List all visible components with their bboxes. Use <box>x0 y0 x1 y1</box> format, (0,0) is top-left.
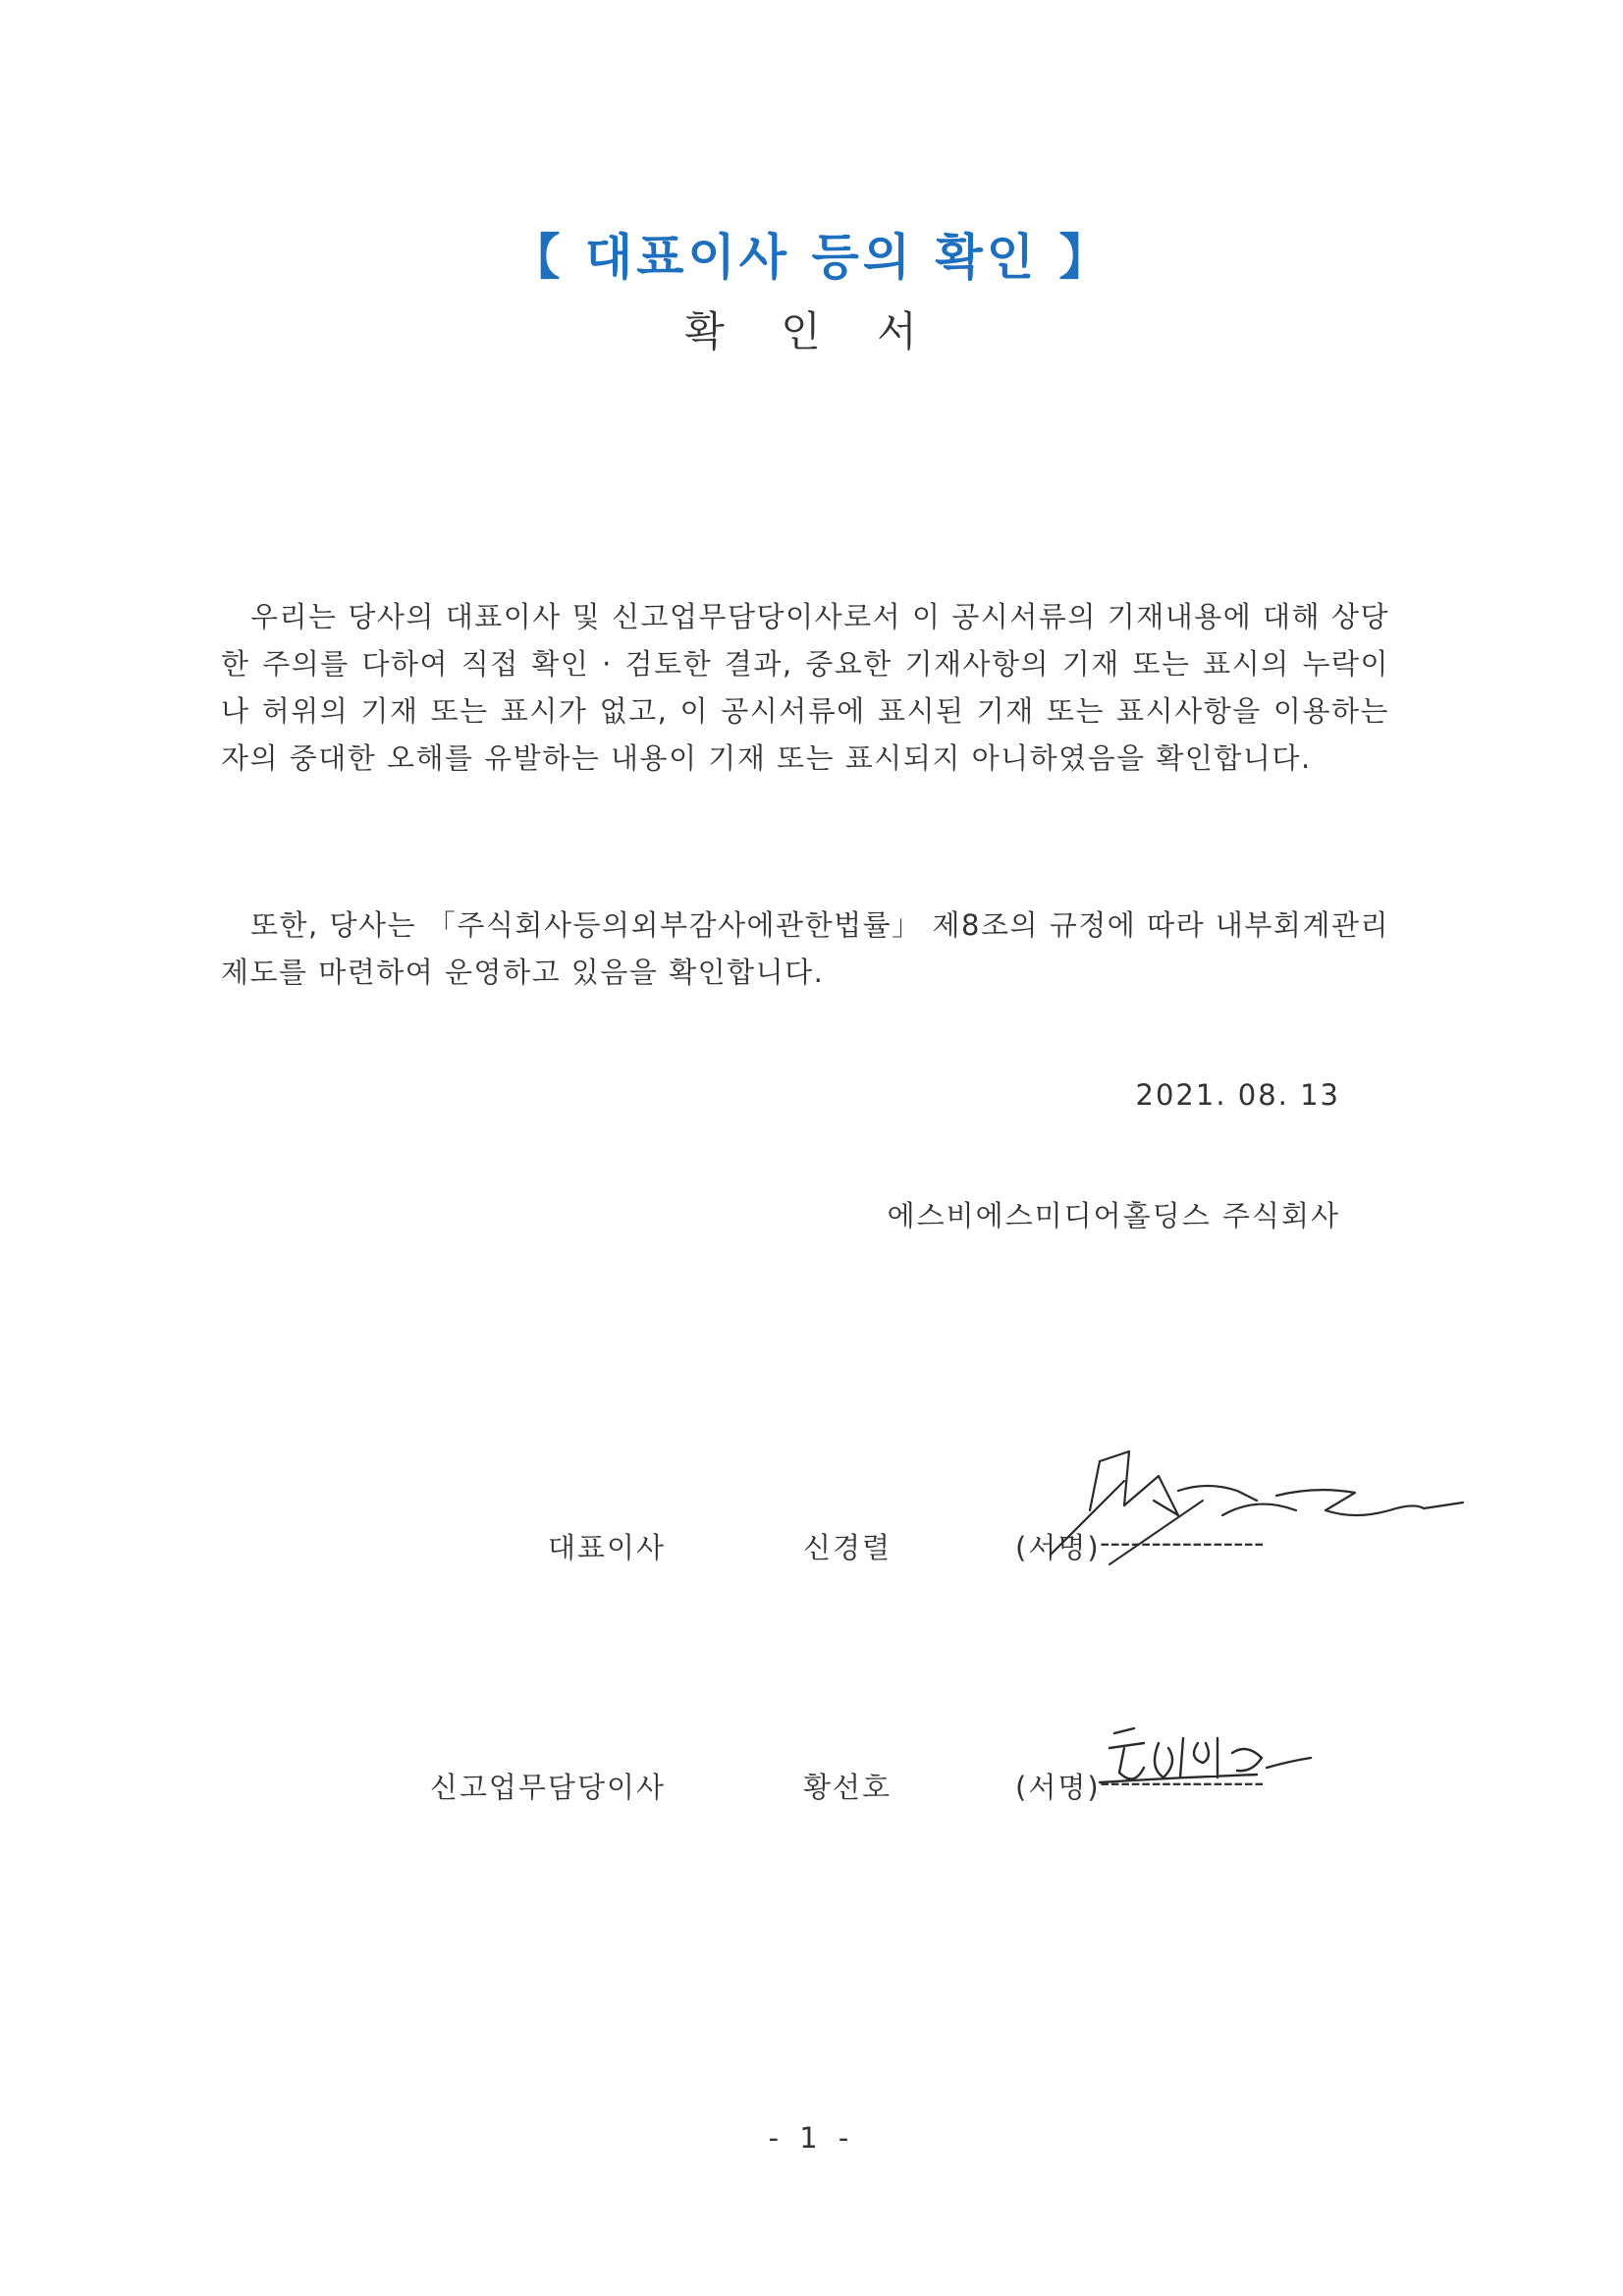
signatory-role: 대표이사 <box>547 1531 666 1564</box>
signature-label: (서명) <box>1015 1531 1101 1564</box>
signatory-role: 신고업무담당이사 <box>429 1771 666 1804</box>
confirmation-paragraph-2: 또한, 당사는 「주식회사등의외부감사에관한법률」 제8조의 규정에 따라 내부회계관리제도를 마련하여 운영하고 있음을 확인합니다. <box>221 908 1389 989</box>
handwritten-signature-ceo <box>1031 1442 1473 1569</box>
document-heading: 【 대표이사 등의 확인 】 <box>511 229 1112 286</box>
confirmation-paragraph-1: 우리는 당사의 대표이사 및 신고업무담당이사로서 이 공시서류의 기재내용에 대해 상당한 주의를 다하여 직접 확인 · 검토한 결과, 중요한 기재사항의 기재 또는 표시의 누락이나 허위의 기재 또는 표시가 없고, 이 공시서류에 표시된 기재 또는 표시사항을 이용하는 자의 중대한 오해를 유발하는 내용이 기재 또는 표시되지 아니하였음을 확인합니다. <box>221 600 1389 775</box>
signature-row-reporting-director <box>0 1766 1623 1825</box>
handwritten-signature-director <box>1090 1714 1316 1802</box>
signatory-name: 신경렬 <box>803 1531 893 1564</box>
signatory-name: 황선호 <box>803 1771 893 1804</box>
signature-label: (서명) <box>1015 1771 1101 1804</box>
document-subtitle: 확 인 서 <box>684 307 939 355</box>
signature-line: ---------------- <box>1100 1766 1265 1799</box>
company-name: 에스비에스미디어홀딩스 주식회사 <box>887 1199 1340 1232</box>
page-number: - 1 - <box>768 2121 855 2155</box>
signature-line: ---------------- <box>1100 1526 1265 1559</box>
document-date: 2021. 08. 13 <box>1135 1078 1340 1112</box>
